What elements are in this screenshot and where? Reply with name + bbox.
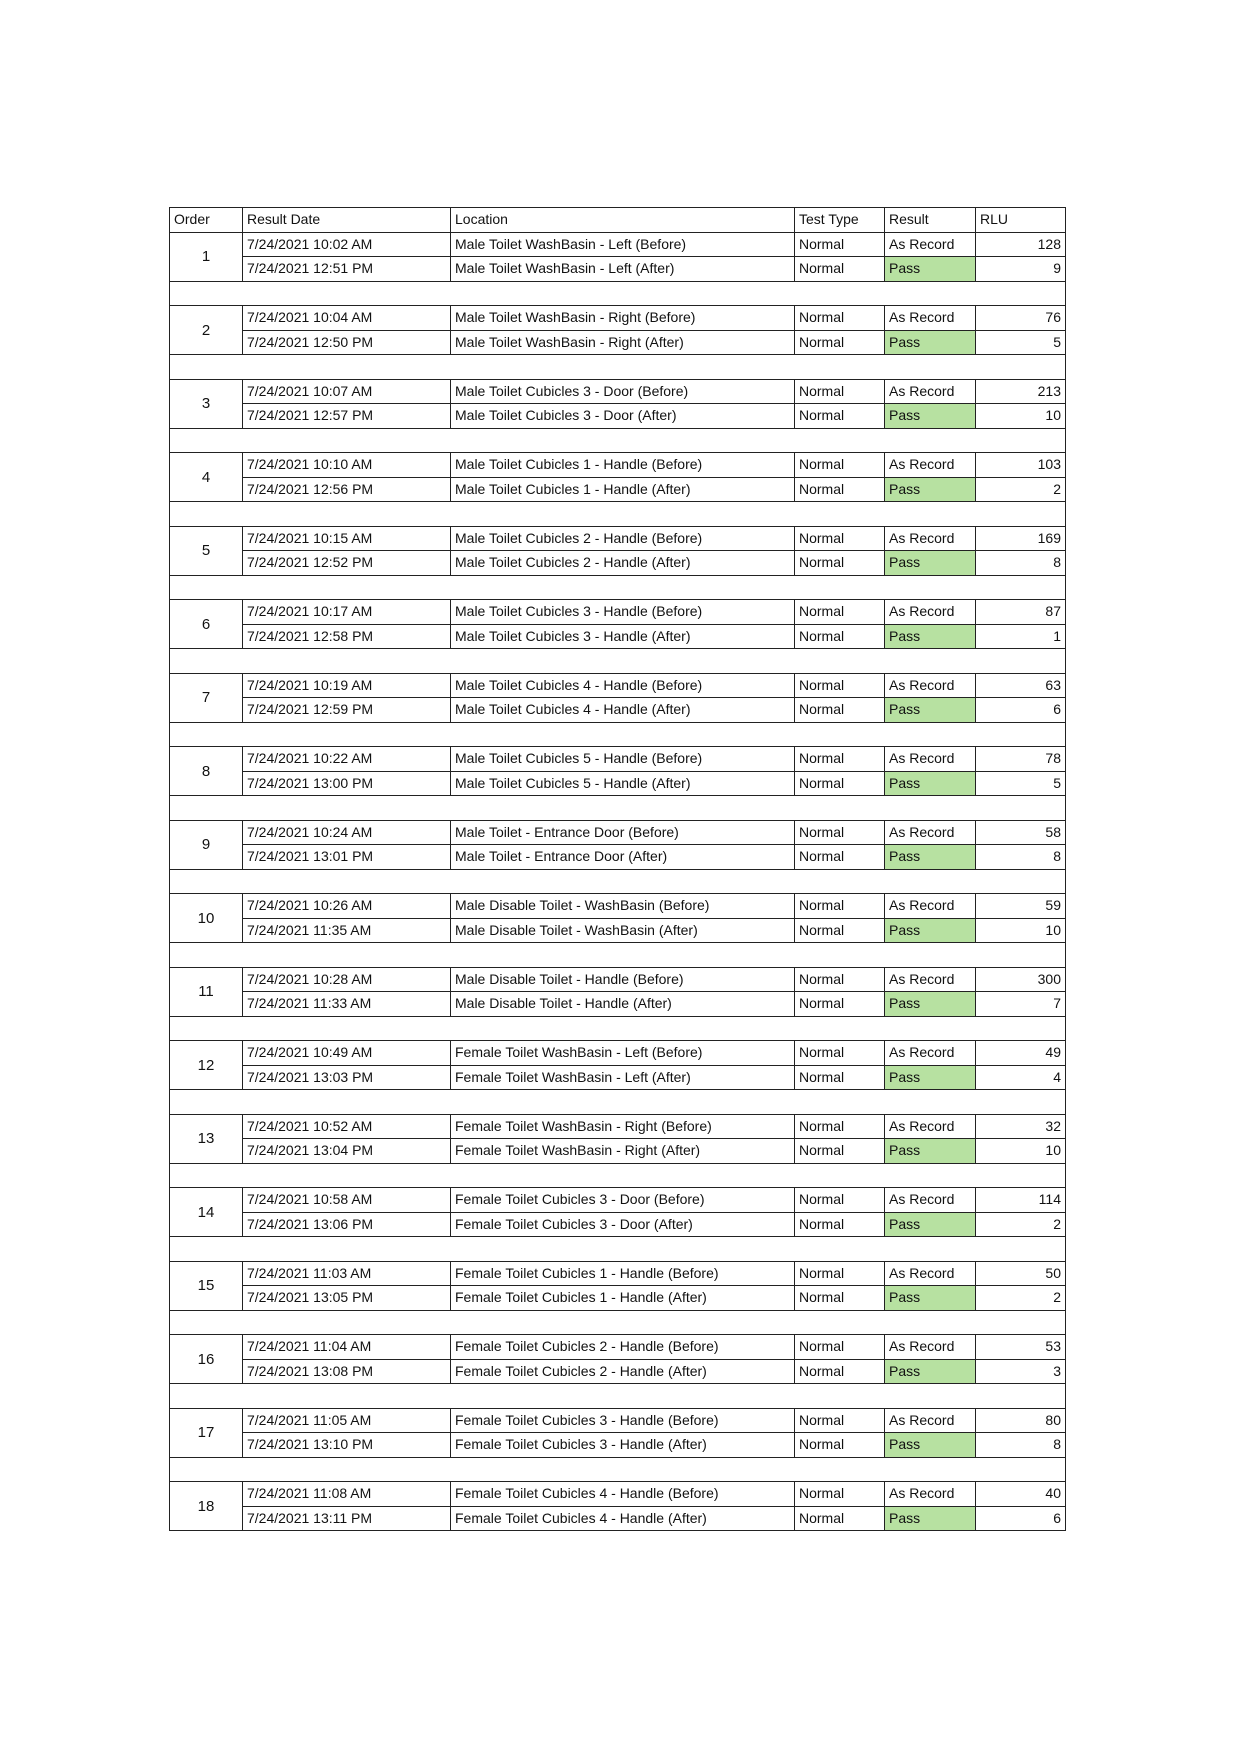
order-cell: 5 bbox=[170, 526, 243, 575]
table-row bbox=[170, 845, 1066, 870]
spacer-row bbox=[170, 1163, 1066, 1188]
test-type-cell: Normal bbox=[795, 747, 885, 772]
location-cell: Male Toilet WashBasin - Right (After) bbox=[451, 330, 795, 355]
table-row bbox=[170, 992, 1066, 1017]
header-test-type: Test Type bbox=[795, 208, 885, 233]
test-type-cell: Normal bbox=[795, 1286, 885, 1311]
order-cell: 9 bbox=[170, 820, 243, 869]
spacer-cell bbox=[170, 355, 1066, 380]
location-cell: Male Toilet Cubicles 2 - Handle (Before) bbox=[451, 526, 795, 551]
result-cell: Pass bbox=[885, 992, 976, 1017]
test-type-cell: Normal bbox=[795, 992, 885, 1017]
result-cell: Pass bbox=[885, 845, 976, 870]
results-sheet bbox=[169, 207, 1065, 1531]
table-row bbox=[170, 673, 1066, 698]
rlu-cell: 5 bbox=[976, 771, 1066, 796]
rlu-cell: 114 bbox=[976, 1188, 1066, 1213]
table-row bbox=[170, 600, 1066, 625]
test-type-cell: Normal bbox=[795, 1065, 885, 1090]
test-type-cell: Normal bbox=[795, 453, 885, 478]
spacer-cell bbox=[170, 1090, 1066, 1115]
table-row bbox=[170, 1212, 1066, 1237]
result-cell: As Record bbox=[885, 673, 976, 698]
table-row bbox=[170, 551, 1066, 576]
result-date-cell: 7/24/2021 12:59 PM bbox=[243, 698, 451, 723]
result-cell: As Record bbox=[885, 453, 976, 478]
result-date-cell: 7/24/2021 13:00 PM bbox=[243, 771, 451, 796]
test-type-cell: Normal bbox=[795, 771, 885, 796]
spacer-row bbox=[170, 649, 1066, 674]
result-cell: As Record bbox=[885, 379, 976, 404]
result-cell: Pass bbox=[885, 1433, 976, 1458]
location-cell: Female Toilet Cubicles 2 - Handle (Before) bbox=[451, 1335, 795, 1360]
table-row bbox=[170, 894, 1066, 919]
spacer-cell bbox=[170, 796, 1066, 821]
test-type-cell: Normal bbox=[795, 1261, 885, 1286]
test-type-cell: Normal bbox=[795, 551, 885, 576]
test-type-cell: Normal bbox=[795, 1041, 885, 1066]
result-cell: As Record bbox=[885, 1261, 976, 1286]
spacer-row bbox=[170, 796, 1066, 821]
order-cell: 1 bbox=[170, 232, 243, 281]
rlu-cell: 80 bbox=[976, 1408, 1066, 1433]
location-cell: Male Disable Toilet - Handle (After) bbox=[451, 992, 795, 1017]
spacer-row bbox=[170, 869, 1066, 894]
rlu-cell: 103 bbox=[976, 453, 1066, 478]
test-type-cell: Normal bbox=[795, 1433, 885, 1458]
location-cell: Female Toilet Cubicles 1 - Handle (After) bbox=[451, 1286, 795, 1311]
test-type-cell: Normal bbox=[795, 1114, 885, 1139]
table-row bbox=[170, 1335, 1066, 1360]
test-type-cell: Normal bbox=[795, 894, 885, 919]
location-cell: Male Toilet Cubicles 3 - Handle (After) bbox=[451, 624, 795, 649]
spacer-cell bbox=[170, 722, 1066, 747]
table-row bbox=[170, 404, 1066, 429]
spacer-cell bbox=[170, 1457, 1066, 1482]
result-date-cell: 7/24/2021 10:28 AM bbox=[243, 967, 451, 992]
spacer-row bbox=[170, 355, 1066, 380]
rlu-cell: 87 bbox=[976, 600, 1066, 625]
table-body bbox=[170, 232, 1066, 1531]
result-date-cell: 7/24/2021 10:15 AM bbox=[243, 526, 451, 551]
test-type-cell: Normal bbox=[795, 1506, 885, 1531]
order-cell: 15 bbox=[170, 1261, 243, 1310]
test-type-cell: Normal bbox=[795, 257, 885, 282]
result-date-cell: 7/24/2021 10:26 AM bbox=[243, 894, 451, 919]
spacer-row bbox=[170, 1384, 1066, 1409]
rlu-cell: 2 bbox=[976, 477, 1066, 502]
table-row bbox=[170, 747, 1066, 772]
rlu-cell: 2 bbox=[976, 1212, 1066, 1237]
location-cell: Male Toilet Cubicles 3 - Door (After) bbox=[451, 404, 795, 429]
result-date-cell: 7/24/2021 10:49 AM bbox=[243, 1041, 451, 1066]
result-cell: As Record bbox=[885, 1114, 976, 1139]
order-cell: 18 bbox=[170, 1482, 243, 1531]
table-row bbox=[170, 1433, 1066, 1458]
order-cell: 6 bbox=[170, 600, 243, 649]
spacer-row bbox=[170, 1016, 1066, 1041]
test-type-cell: Normal bbox=[795, 1408, 885, 1433]
spacer-row bbox=[170, 502, 1066, 527]
location-cell: Male Toilet Cubicles 5 - Handle (Before) bbox=[451, 747, 795, 772]
test-type-cell: Normal bbox=[795, 918, 885, 943]
rlu-cell: 213 bbox=[976, 379, 1066, 404]
location-cell: Female Toilet WashBasin - Left (After) bbox=[451, 1065, 795, 1090]
order-cell: 2 bbox=[170, 306, 243, 355]
test-type-cell: Normal bbox=[795, 1212, 885, 1237]
rlu-cell: 3 bbox=[976, 1359, 1066, 1384]
table-row bbox=[170, 306, 1066, 331]
result-date-cell: 7/24/2021 10:24 AM bbox=[243, 820, 451, 845]
table-row bbox=[170, 257, 1066, 282]
table-row bbox=[170, 1065, 1066, 1090]
rlu-cell: 9 bbox=[976, 257, 1066, 282]
table-row bbox=[170, 477, 1066, 502]
result-cell: As Record bbox=[885, 526, 976, 551]
test-type-cell: Normal bbox=[795, 477, 885, 502]
table-row bbox=[170, 918, 1066, 943]
result-date-cell: 7/24/2021 13:08 PM bbox=[243, 1359, 451, 1384]
result-date-cell: 7/24/2021 10:07 AM bbox=[243, 379, 451, 404]
result-cell: As Record bbox=[885, 820, 976, 845]
result-cell: Pass bbox=[885, 330, 976, 355]
result-cell: As Record bbox=[885, 306, 976, 331]
table-row bbox=[170, 1114, 1066, 1139]
spacer-row bbox=[170, 1310, 1066, 1335]
spacer-cell bbox=[170, 502, 1066, 527]
rlu-cell: 6 bbox=[976, 698, 1066, 723]
result-date-cell: 7/24/2021 12:57 PM bbox=[243, 404, 451, 429]
order-cell: 17 bbox=[170, 1408, 243, 1457]
location-cell: Male Disable Toilet - WashBasin (After) bbox=[451, 918, 795, 943]
rlu-cell: 2 bbox=[976, 1286, 1066, 1311]
result-date-cell: 7/24/2021 13:10 PM bbox=[243, 1433, 451, 1458]
location-cell: Male Toilet - Entrance Door (After) bbox=[451, 845, 795, 870]
spacer-row bbox=[170, 1457, 1066, 1482]
result-date-cell: 7/24/2021 10:04 AM bbox=[243, 306, 451, 331]
result-date-cell: 7/24/2021 12:52 PM bbox=[243, 551, 451, 576]
spacer-row bbox=[170, 943, 1066, 968]
test-type-cell: Normal bbox=[795, 330, 885, 355]
location-cell: Male Toilet Cubicles 5 - Handle (After) bbox=[451, 771, 795, 796]
rlu-cell: 6 bbox=[976, 1506, 1066, 1531]
test-type-cell: Normal bbox=[795, 526, 885, 551]
test-type-cell: Normal bbox=[795, 820, 885, 845]
result-date-cell: 7/24/2021 11:05 AM bbox=[243, 1408, 451, 1433]
location-cell: Male Disable Toilet - Handle (Before) bbox=[451, 967, 795, 992]
result-date-cell: 7/24/2021 10:17 AM bbox=[243, 600, 451, 625]
result-cell: Pass bbox=[885, 257, 976, 282]
result-cell: Pass bbox=[885, 1359, 976, 1384]
rlu-cell: 49 bbox=[976, 1041, 1066, 1066]
spacer-row bbox=[170, 575, 1066, 600]
table-row bbox=[170, 1188, 1066, 1213]
order-cell: 8 bbox=[170, 747, 243, 796]
test-type-cell: Normal bbox=[795, 1188, 885, 1213]
test-type-cell: Normal bbox=[795, 1359, 885, 1384]
order-cell: 12 bbox=[170, 1041, 243, 1090]
result-cell: Pass bbox=[885, 477, 976, 502]
rlu-cell: 128 bbox=[976, 232, 1066, 257]
test-type-cell: Normal bbox=[795, 1139, 885, 1164]
location-cell: Male Toilet Cubicles 1 - Handle (After) bbox=[451, 477, 795, 502]
table-row bbox=[170, 624, 1066, 649]
spacer-cell bbox=[170, 1310, 1066, 1335]
rlu-cell: 8 bbox=[976, 1433, 1066, 1458]
table-row bbox=[170, 698, 1066, 723]
table-row bbox=[170, 1041, 1066, 1066]
result-date-cell: 7/24/2021 10:19 AM bbox=[243, 673, 451, 698]
header-row bbox=[170, 208, 1066, 233]
header-result: Result bbox=[885, 208, 976, 233]
location-cell: Male Toilet WashBasin - Left (Before) bbox=[451, 232, 795, 257]
spacer-cell bbox=[170, 649, 1066, 674]
rlu-cell: 59 bbox=[976, 894, 1066, 919]
rlu-cell: 50 bbox=[976, 1261, 1066, 1286]
rlu-cell: 5 bbox=[976, 330, 1066, 355]
spacer-row bbox=[170, 1090, 1066, 1115]
order-cell: 11 bbox=[170, 967, 243, 1016]
location-cell: Female Toilet Cubicles 3 - Door (Before) bbox=[451, 1188, 795, 1213]
results-table bbox=[169, 207, 1066, 1531]
test-type-cell: Normal bbox=[795, 624, 885, 649]
header-location: Location bbox=[451, 208, 795, 233]
result-date-cell: 7/24/2021 11:03 AM bbox=[243, 1261, 451, 1286]
result-date-cell: 7/24/2021 10:22 AM bbox=[243, 747, 451, 772]
result-cell: Pass bbox=[885, 624, 976, 649]
result-cell: Pass bbox=[885, 1065, 976, 1090]
rlu-cell: 40 bbox=[976, 1482, 1066, 1507]
spacer-cell bbox=[170, 869, 1066, 894]
result-cell: As Record bbox=[885, 894, 976, 919]
result-cell: Pass bbox=[885, 698, 976, 723]
order-cell: 3 bbox=[170, 379, 243, 428]
header-order: Order bbox=[170, 208, 243, 233]
rlu-cell: 8 bbox=[976, 551, 1066, 576]
result-date-cell: 7/24/2021 10:52 AM bbox=[243, 1114, 451, 1139]
result-cell: Pass bbox=[885, 1139, 976, 1164]
rlu-cell: 300 bbox=[976, 967, 1066, 992]
rlu-cell: 169 bbox=[976, 526, 1066, 551]
spacer-cell bbox=[170, 1237, 1066, 1262]
result-date-cell: 7/24/2021 12:58 PM bbox=[243, 624, 451, 649]
location-cell: Male Toilet WashBasin - Right (Before) bbox=[451, 306, 795, 331]
table-row bbox=[170, 771, 1066, 796]
table-row bbox=[170, 232, 1066, 257]
spacer-cell bbox=[170, 428, 1066, 453]
rlu-cell: 53 bbox=[976, 1335, 1066, 1360]
test-type-cell: Normal bbox=[795, 698, 885, 723]
location-cell: Male Toilet Cubicles 3 - Handle (Before) bbox=[451, 600, 795, 625]
result-date-cell: 7/24/2021 13:03 PM bbox=[243, 1065, 451, 1090]
result-date-cell: 7/24/2021 13:01 PM bbox=[243, 845, 451, 870]
table-row bbox=[170, 526, 1066, 551]
result-cell: As Record bbox=[885, 1482, 976, 1507]
location-cell: Female Toilet Cubicles 3 - Door (After) bbox=[451, 1212, 795, 1237]
test-type-cell: Normal bbox=[795, 1335, 885, 1360]
order-cell: 7 bbox=[170, 673, 243, 722]
result-cell: Pass bbox=[885, 1212, 976, 1237]
order-cell: 14 bbox=[170, 1188, 243, 1237]
rlu-cell: 10 bbox=[976, 1139, 1066, 1164]
result-cell: As Record bbox=[885, 1408, 976, 1433]
location-cell: Female Toilet Cubicles 2 - Handle (After) bbox=[451, 1359, 795, 1384]
result-cell: As Record bbox=[885, 232, 976, 257]
spacer-cell bbox=[170, 575, 1066, 600]
result-cell: As Record bbox=[885, 1188, 976, 1213]
rlu-cell: 8 bbox=[976, 845, 1066, 870]
test-type-cell: Normal bbox=[795, 673, 885, 698]
result-date-cell: 7/24/2021 11:33 AM bbox=[243, 992, 451, 1017]
result-cell: Pass bbox=[885, 1506, 976, 1531]
spacer-row bbox=[170, 722, 1066, 747]
result-date-cell: 7/24/2021 10:10 AM bbox=[243, 453, 451, 478]
spacer-cell bbox=[170, 1163, 1066, 1188]
table-row bbox=[170, 1482, 1066, 1507]
location-cell: Female Toilet WashBasin - Left (Before) bbox=[451, 1041, 795, 1066]
table-row bbox=[170, 453, 1066, 478]
table-row bbox=[170, 379, 1066, 404]
location-cell: Female Toilet WashBasin - Right (After) bbox=[451, 1139, 795, 1164]
rlu-cell: 63 bbox=[976, 673, 1066, 698]
location-cell: Male Toilet Cubicles 4 - Handle (After) bbox=[451, 698, 795, 723]
rlu-cell: 1 bbox=[976, 624, 1066, 649]
spacer-cell bbox=[170, 281, 1066, 306]
table-row bbox=[170, 820, 1066, 845]
rlu-cell: 76 bbox=[976, 306, 1066, 331]
result-date-cell: 7/24/2021 10:58 AM bbox=[243, 1188, 451, 1213]
result-cell: As Record bbox=[885, 1335, 976, 1360]
test-type-cell: Normal bbox=[795, 1482, 885, 1507]
header-result-date: Result Date bbox=[243, 208, 451, 233]
order-cell: 13 bbox=[170, 1114, 243, 1163]
result-cell: Pass bbox=[885, 771, 976, 796]
spacer-cell bbox=[170, 1016, 1066, 1041]
result-cell: As Record bbox=[885, 747, 976, 772]
order-cell: 10 bbox=[170, 894, 243, 943]
order-cell: 16 bbox=[170, 1335, 243, 1384]
result-cell: As Record bbox=[885, 1041, 976, 1066]
result-cell: Pass bbox=[885, 1286, 976, 1311]
test-type-cell: Normal bbox=[795, 845, 885, 870]
rlu-cell: 58 bbox=[976, 820, 1066, 845]
location-cell: Male Toilet Cubicles 3 - Door (Before) bbox=[451, 379, 795, 404]
result-date-cell: 7/24/2021 13:05 PM bbox=[243, 1286, 451, 1311]
result-date-cell: 7/24/2021 10:02 AM bbox=[243, 232, 451, 257]
test-type-cell: Normal bbox=[795, 232, 885, 257]
location-cell: Male Toilet - Entrance Door (Before) bbox=[451, 820, 795, 845]
rlu-cell: 78 bbox=[976, 747, 1066, 772]
result-date-cell: 7/24/2021 11:08 AM bbox=[243, 1482, 451, 1507]
result-date-cell: 7/24/2021 11:04 AM bbox=[243, 1335, 451, 1360]
location-cell: Female Toilet Cubicles 4 - Handle (After) bbox=[451, 1506, 795, 1531]
header-rlu: RLU bbox=[976, 208, 1066, 233]
table-row bbox=[170, 1261, 1066, 1286]
table-row bbox=[170, 1139, 1066, 1164]
result-date-cell: 7/24/2021 11:35 AM bbox=[243, 918, 451, 943]
result-cell: As Record bbox=[885, 600, 976, 625]
location-cell: Male Toilet Cubicles 4 - Handle (Before) bbox=[451, 673, 795, 698]
test-type-cell: Normal bbox=[795, 600, 885, 625]
result-date-cell: 7/24/2021 12:51 PM bbox=[243, 257, 451, 282]
rlu-cell: 32 bbox=[976, 1114, 1066, 1139]
location-cell: Female Toilet Cubicles 4 - Handle (Before) bbox=[451, 1482, 795, 1507]
table-row bbox=[170, 330, 1066, 355]
rlu-cell: 7 bbox=[976, 992, 1066, 1017]
test-type-cell: Normal bbox=[795, 967, 885, 992]
spacer-row bbox=[170, 281, 1066, 306]
table-row bbox=[170, 967, 1066, 992]
table-row bbox=[170, 1359, 1066, 1384]
result-date-cell: 7/24/2021 12:50 PM bbox=[243, 330, 451, 355]
spacer-cell bbox=[170, 943, 1066, 968]
spacer-row bbox=[170, 1237, 1066, 1262]
result-date-cell: 7/24/2021 13:06 PM bbox=[243, 1212, 451, 1237]
location-cell: Female Toilet Cubicles 3 - Handle (Before) bbox=[451, 1408, 795, 1433]
spacer-cell bbox=[170, 1384, 1066, 1409]
table-row bbox=[170, 1506, 1066, 1531]
result-cell: Pass bbox=[885, 918, 976, 943]
result-cell: As Record bbox=[885, 967, 976, 992]
table-row bbox=[170, 1408, 1066, 1433]
location-cell: Female Toilet Cubicles 1 - Handle (Before) bbox=[451, 1261, 795, 1286]
location-cell: Male Toilet Cubicles 2 - Handle (After) bbox=[451, 551, 795, 576]
result-cell: Pass bbox=[885, 404, 976, 429]
rlu-cell: 4 bbox=[976, 1065, 1066, 1090]
rlu-cell: 10 bbox=[976, 918, 1066, 943]
result-date-cell: 7/24/2021 13:11 PM bbox=[243, 1506, 451, 1531]
test-type-cell: Normal bbox=[795, 404, 885, 429]
test-type-cell: Normal bbox=[795, 379, 885, 404]
location-cell: Male Disable Toilet - WashBasin (Before) bbox=[451, 894, 795, 919]
table-row bbox=[170, 1286, 1066, 1311]
result-date-cell: 7/24/2021 12:56 PM bbox=[243, 477, 451, 502]
location-cell: Female Toilet Cubicles 3 - Handle (After) bbox=[451, 1433, 795, 1458]
result-date-cell: 7/24/2021 13:04 PM bbox=[243, 1139, 451, 1164]
location-cell: Male Toilet Cubicles 1 - Handle (Before) bbox=[451, 453, 795, 478]
result-cell: Pass bbox=[885, 551, 976, 576]
spacer-row bbox=[170, 428, 1066, 453]
rlu-cell: 10 bbox=[976, 404, 1066, 429]
location-cell: Male Toilet WashBasin - Left (After) bbox=[451, 257, 795, 282]
order-cell: 4 bbox=[170, 453, 243, 502]
location-cell: Female Toilet WashBasin - Right (Before) bbox=[451, 1114, 795, 1139]
test-type-cell: Normal bbox=[795, 306, 885, 331]
